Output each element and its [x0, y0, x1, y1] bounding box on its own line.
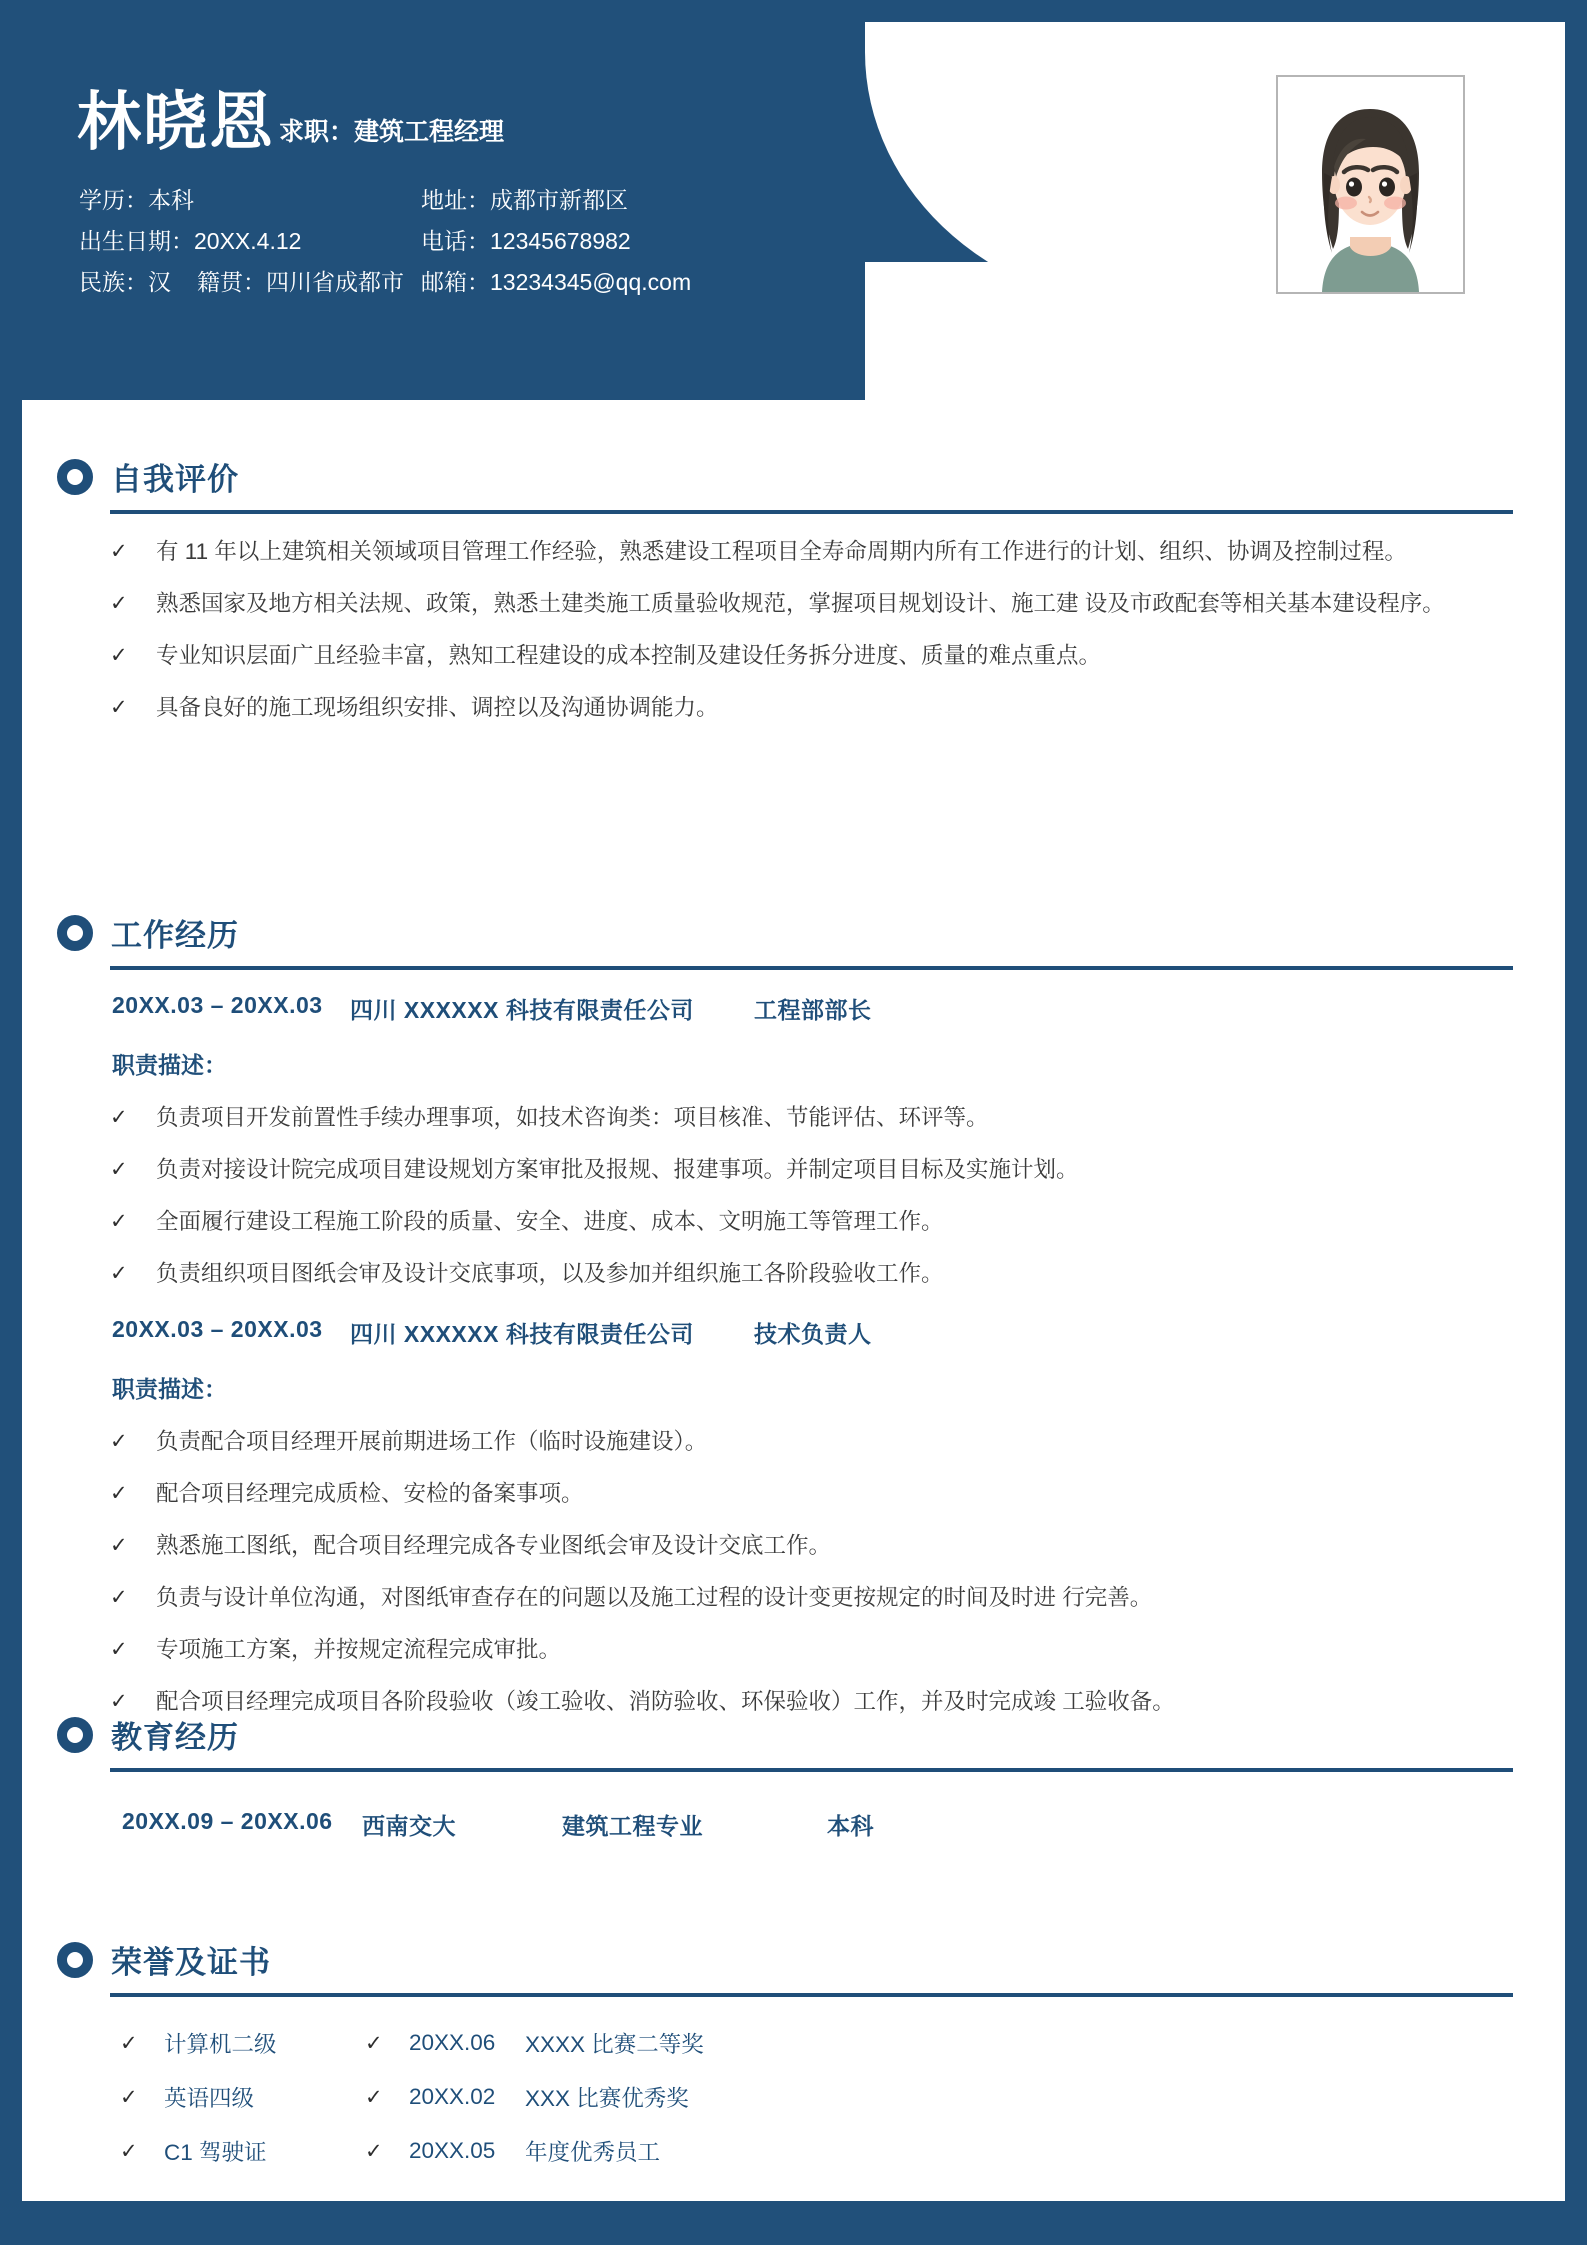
email-label: 邮箱： — [421, 269, 490, 295]
section-title-honors: 荣誉及证书 — [111, 1945, 271, 1980]
list-item-text: 负责与设计单位沟通，对图纸审查存在的问题以及施工过程的设计变更按规定的时间及时进 行完善。 — [156, 1585, 1153, 1610]
award-name-cell — [525, 2081, 689, 2113]
email-value: 13234345@qq.com — [490, 269, 692, 295]
check-icon: ✓ — [365, 2031, 383, 2055]
duty-label: 职责描述： — [112, 1052, 227, 1078]
list-item-text: 熟悉施工图纸，配合项目经理完成各专业图纸会审及设计交底工作。 — [156, 1533, 832, 1558]
section-divider — [110, 1993, 1513, 1997]
check-icon: ✓ — [110, 1534, 128, 1557]
education-row — [22, 1808, 1565, 1841]
check-icon: ✓ — [110, 644, 128, 667]
certificate-name: 计算机二级 — [164, 2032, 277, 2057]
self-evaluation-list — [22, 532, 1565, 728]
contact-left — [79, 262, 421, 303]
list-item-text: 专业知识层面广且经验丰富，熟知工程建设的成本控制及建设任务拆分进度、质量的难点重点。 — [156, 643, 1102, 668]
section-education — [22, 1712, 1565, 1841]
job-title: 技术负责人 — [754, 1321, 872, 1347]
list-item — [110, 1630, 1565, 1670]
job-duty-list — [22, 1098, 1565, 1294]
certificate-cell — [120, 2027, 365, 2059]
hometown-label: 籍贯： — [197, 269, 266, 295]
award-date: 20XX.06 — [409, 2030, 496, 2055]
check-icon: ✓ — [110, 696, 128, 719]
check-icon: ✓ — [365, 2139, 383, 2163]
job-header-row — [112, 1316, 1565, 1349]
job-entry — [22, 1316, 1565, 1404]
check-icon: ✓ — [120, 2139, 138, 2163]
check-icon: ✓ — [120, 2031, 138, 2055]
award-date-cell — [365, 2027, 525, 2059]
list-item — [110, 1150, 1565, 1190]
section-divider — [110, 510, 1513, 514]
award-date: 20XX.05 — [409, 2138, 496, 2163]
duty-label: 职责描述： — [112, 1376, 227, 1402]
education-school: 西南交大 — [362, 1813, 456, 1839]
section-self-evaluation — [22, 454, 1565, 740]
candidate-name: 林晓恩 — [77, 86, 275, 158]
check-icon: ✓ — [110, 1106, 128, 1129]
birthdate-label: 出生日期： — [79, 228, 194, 254]
ring-bullet-icon — [57, 459, 93, 495]
field-separator — [171, 262, 197, 303]
job-company: 四川 XXXXXX 科技有限责任公司 — [350, 1321, 694, 1347]
education-level-value: 本科 — [148, 187, 194, 213]
birthdate-value: 20XX.4.12 — [194, 228, 302, 254]
phone-value: 12345678982 — [490, 228, 631, 254]
check-icon: ✓ — [120, 2085, 138, 2109]
ring-bullet-icon — [57, 915, 93, 951]
section-header — [22, 454, 1565, 499]
check-icon: ✓ — [110, 1430, 128, 1453]
contact-left — [79, 180, 421, 221]
section-title-education: 教育经历 — [111, 1720, 239, 1755]
list-item — [110, 532, 1565, 572]
job-dates: 20XX.03 – 20XX.03 — [112, 1316, 323, 1342]
contact-row — [79, 180, 819, 221]
list-item — [110, 688, 1565, 728]
check-icon: ✓ — [110, 1690, 128, 1713]
check-icon: ✓ — [110, 1262, 128, 1285]
resume-header — [22, 22, 1565, 400]
list-item-text: 有 11 年以上建筑相关领域项目管理工作经验，熟悉建设工程项目全寿命周期内所有工作进行的计划、组织、协调及控制过程。 — [156, 539, 1407, 564]
list-item — [110, 1254, 1565, 1294]
contact-row — [79, 221, 819, 262]
award-name: XXXX 比赛二等奖 — [525, 2032, 704, 2057]
list-item-text: 熟悉国家及地方相关法规、政策，熟悉土建类施工质量验收规范，掌握项目规划设计、施工建 设及市政配套等相关基本建设程序。 — [156, 591, 1445, 616]
list-item — [110, 1422, 1565, 1462]
resume-sheet — [22, 22, 1565, 2201]
list-item — [110, 1526, 1565, 1566]
certificate-cell — [120, 2135, 365, 2167]
check-icon: ✓ — [110, 1210, 128, 1233]
ring-bullet-icon — [57, 1942, 93, 1978]
education-dates: 20XX.09 – 20XX.06 — [122, 1808, 333, 1834]
section-divider — [110, 1768, 1513, 1772]
honor-row — [120, 2135, 1565, 2167]
award-name: XXX 比赛优秀奖 — [525, 2086, 689, 2111]
contact-right — [421, 180, 628, 221]
list-item — [110, 1474, 1565, 1514]
section-title-self-evaluation: 自我评价 — [111, 462, 239, 497]
list-item — [110, 1098, 1565, 1138]
list-item-text: 全面履行建设工程施工阶段的质量、安全、进度、成本、文明施工等管理工作。 — [156, 1209, 944, 1234]
check-icon: ✓ — [110, 1638, 128, 1661]
check-icon: ✓ — [365, 2085, 383, 2109]
profile-photo-frame — [1276, 75, 1465, 294]
list-item-text: 负责对接设计院完成项目建设规划方案审批及报规、报建事项。并制定项目目标及实施计划。 — [156, 1157, 1079, 1182]
list-item-text: 专项施工方案，并按规定流程完成审批。 — [156, 1637, 562, 1662]
section-work-experience — [22, 910, 1565, 1734]
certificate-name: 英语四级 — [164, 2086, 255, 2111]
list-item — [110, 1202, 1565, 1242]
award-name-cell — [525, 2135, 660, 2167]
job-company: 四川 XXXXXX 科技有限责任公司 — [350, 997, 694, 1023]
section-header — [22, 1937, 1565, 1982]
check-icon: ✓ — [110, 540, 128, 563]
section-honors — [22, 1937, 1565, 2189]
section-header — [22, 910, 1565, 955]
check-icon: ✓ — [110, 1586, 128, 1609]
list-item — [110, 1578, 1565, 1618]
award-date-cell — [365, 2135, 525, 2167]
education-degree: 本科 — [827, 1813, 874, 1839]
certificate-cell — [120, 2081, 365, 2113]
list-item-text: 负责配合项目经理开展前期进场工作（临时设施建设）。 — [156, 1429, 708, 1454]
list-item-text: 配合项目经理完成质检、安检的备案事项。 — [156, 1481, 584, 1506]
phone-label: 电话： — [421, 228, 490, 254]
profile-photo — [1278, 77, 1463, 292]
ethnicity-label: 民族： — [79, 269, 148, 295]
honors-list — [22, 2027, 1565, 2167]
section-title-work-experience: 工作经历 — [111, 918, 239, 953]
address-label: 地址： — [421, 187, 490, 213]
award-date-cell — [365, 2081, 525, 2113]
honor-row — [120, 2081, 1565, 2113]
certificate-name: C1 驾驶证 — [164, 2140, 267, 2165]
contact-right — [421, 262, 691, 303]
education-level-label: 学历： — [79, 187, 148, 213]
list-item-text: 负责组织项目图纸会审及设计交底事项，以及参加并组织施工各阶段验收工作。 — [156, 1261, 944, 1286]
job-header-row — [112, 992, 1565, 1025]
contact-row — [79, 262, 819, 303]
job-title: 工程部部长 — [754, 997, 872, 1023]
check-icon: ✓ — [110, 1482, 128, 1505]
section-divider — [110, 966, 1513, 970]
ethnicity-value: 汉 — [148, 269, 171, 295]
award-name-cell — [525, 2027, 704, 2059]
address-value: 成都市新都区 — [490, 187, 628, 213]
contact-right — [421, 221, 631, 262]
job-duty-list — [22, 1422, 1565, 1722]
name-row — [77, 86, 505, 158]
contact-info-grid — [79, 180, 819, 303]
check-icon: ✓ — [110, 1158, 128, 1181]
job-entry — [22, 992, 1565, 1080]
job-dates: 20XX.03 – 20XX.03 — [112, 992, 323, 1018]
education-major: 建筑工程专业 — [562, 1813, 703, 1839]
list-item — [110, 584, 1565, 624]
check-icon: ✓ — [110, 592, 128, 615]
award-date: 20XX.02 — [409, 2084, 496, 2109]
ring-bullet-icon — [57, 1717, 93, 1753]
list-item-text: 负责项目开发前置性手续办理事项，如技术咨询类：项目核准、节能评估、环评等。 — [156, 1105, 989, 1130]
honor-row — [120, 2027, 1565, 2059]
list-item-text: 配合项目经理完成项目各阶段验收（竣工验收、消防验收、环保验收）工作，并及时完成竣 工验收备。 — [156, 1689, 1175, 1714]
target-position: 求职：建筑工程经理 — [279, 118, 505, 146]
contact-left — [79, 221, 421, 262]
list-item — [110, 636, 1565, 676]
award-name: 年度优秀员工 — [525, 2140, 661, 2165]
hometown-value: 四川省成都市 — [266, 269, 404, 295]
list-item-text: 具备良好的施工现场组织安排、调控以及沟通协调能力。 — [156, 695, 719, 720]
section-header — [22, 1712, 1565, 1757]
